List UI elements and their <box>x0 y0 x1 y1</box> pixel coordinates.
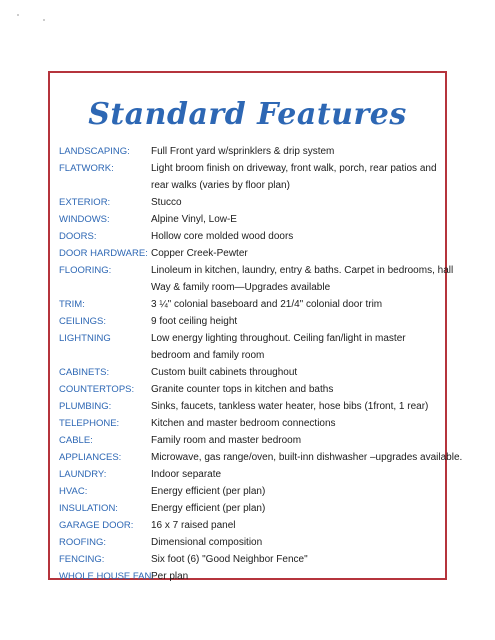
page-title: Standard Features <box>88 97 407 132</box>
feature-row <box>59 262 454 296</box>
feature-value-line: Stucco <box>151 197 182 208</box>
feature-value <box>151 211 444 228</box>
feature-row <box>59 381 444 398</box>
feature-row <box>59 449 463 466</box>
feature-value <box>151 296 444 313</box>
feature-label: WHOLE HOUSE FAN: <box>59 571 155 582</box>
feature-value-line: Hollow core molded wood doors <box>151 231 294 242</box>
feature-label: HVAC: <box>59 486 88 497</box>
feature-row <box>59 364 444 381</box>
scan-speck <box>43 19 45 21</box>
feature-value-line: Light broom finish on driveway, front walk, porch, rear patios and <box>151 163 437 174</box>
feature-value-line: Granite counter tops in kitchen and baths <box>151 384 334 395</box>
features-list <box>59 143 463 585</box>
feature-value <box>151 398 444 415</box>
feature-label: WINDOWS: <box>59 214 110 225</box>
feature-label: FLOORING: <box>59 265 112 276</box>
feature-row <box>59 143 444 160</box>
feature-value <box>151 500 444 517</box>
feature-label: CABINETS: <box>59 367 110 378</box>
feature-value-line: 9 foot ceiling height <box>151 316 238 327</box>
feature-label: TELEPHONE: <box>59 418 120 429</box>
feature-row <box>59 500 444 517</box>
feature-value-line: Low energy lighting throughout. Ceiling fan/light in master <box>151 333 406 344</box>
feature-label: TRIM: <box>59 299 85 310</box>
feature-value <box>151 143 444 160</box>
feature-value <box>151 228 444 245</box>
feature-row <box>59 228 444 245</box>
feature-label: DOOR HARDWARE: <box>59 248 148 259</box>
feature-row <box>59 245 444 262</box>
feature-value-line: Family room and master bedroom <box>151 435 302 446</box>
feature-value-line: Energy efficient (per plan) <box>151 503 266 514</box>
feature-label: FLATWORK: <box>59 163 114 174</box>
feature-value <box>151 449 463 466</box>
feature-row <box>59 466 444 483</box>
feature-value <box>151 534 444 551</box>
feature-row <box>59 483 444 500</box>
feature-value <box>151 415 444 432</box>
feature-row <box>59 551 444 568</box>
feature-value-line: Linoleum in kitchen, laundry, entry & baths. Carpet in bedrooms, hall <box>151 265 454 276</box>
feature-label: APPLIANCES: <box>59 452 122 463</box>
feature-value <box>151 432 444 449</box>
feature-row <box>59 398 444 415</box>
feature-row <box>59 330 444 364</box>
feature-row <box>59 534 444 551</box>
feature-value <box>151 517 444 534</box>
feature-value <box>151 551 444 568</box>
feature-value-line: Way & family room—Upgrades available <box>151 282 331 293</box>
feature-value-line: Kitchen and master bedroom connections <box>151 418 336 429</box>
feature-value-line: Microwave, gas range/oven, built-inn dishwasher –upgrades available. <box>151 452 463 463</box>
feature-value <box>151 245 444 262</box>
feature-value-line: bedroom and family room <box>151 350 265 361</box>
feature-label: EXTERIOR: <box>59 197 111 208</box>
feature-value-line: Per plan <box>151 571 189 582</box>
feature-label: GARAGE DOOR: <box>59 520 134 531</box>
feature-value-line: Alpine Vinyl, Low-E <box>151 214 237 225</box>
feature-value-line: 16 x 7 raised panel <box>151 520 236 531</box>
feature-value-line: Energy efficient (per plan) <box>151 486 266 497</box>
feature-value <box>151 466 444 483</box>
feature-value-line: Sinks, faucets, tankless water heater, hose bibs (1front, 1 rear) <box>151 401 429 412</box>
scan-speck <box>17 14 19 16</box>
feature-value <box>151 483 444 500</box>
feature-value <box>151 364 444 381</box>
feature-value <box>151 262 454 296</box>
feature-value <box>151 568 444 585</box>
feature-row <box>59 568 444 585</box>
feature-value-line: rear walks (varies by floor plan) <box>151 180 290 191</box>
features-frame <box>48 71 463 582</box>
feature-label: CABLE: <box>59 435 93 446</box>
feature-label: DOORS: <box>59 231 97 242</box>
feature-label: CEILINGS: <box>59 316 106 327</box>
feature-value-line: 3 ¼" colonial baseboard and 21/4" colonial door trim <box>151 299 383 310</box>
feature-row <box>59 432 444 449</box>
feature-label: COUNTERTOPS: <box>59 384 135 395</box>
feature-value-line: Dimensional composition <box>151 537 263 548</box>
feature-row <box>59 296 444 313</box>
feature-value-line: Custom built cabinets throughout <box>151 367 298 378</box>
feature-label: INSULATION: <box>59 503 118 514</box>
feature-value-line: Copper Creek-Pewter <box>151 248 248 259</box>
feature-row <box>59 517 444 534</box>
feature-row <box>59 160 444 194</box>
feature-value <box>151 381 444 398</box>
feature-label: FENCING: <box>59 554 105 565</box>
feature-value <box>151 330 444 364</box>
feature-value <box>151 313 444 330</box>
feature-value-line: Indoor separate <box>151 469 222 480</box>
feature-row <box>59 211 444 228</box>
feature-value-line: Six foot (6) "Good Neighbor Fence" <box>151 554 308 565</box>
feature-row <box>59 415 444 432</box>
feature-label: LANDSCAPING: <box>59 146 130 157</box>
feature-label: PLUMBING: <box>59 401 112 412</box>
feature-label: ROOFING: <box>59 537 106 548</box>
feature-value-line: Full Front yard w/sprinklers & drip system <box>151 146 335 157</box>
feature-value <box>151 194 444 211</box>
feature-label: LAUNDRY: <box>59 469 107 480</box>
feature-value <box>151 160 444 194</box>
feature-label: LIGHTNING <box>59 333 111 344</box>
feature-row <box>59 194 444 211</box>
feature-row <box>59 313 444 330</box>
